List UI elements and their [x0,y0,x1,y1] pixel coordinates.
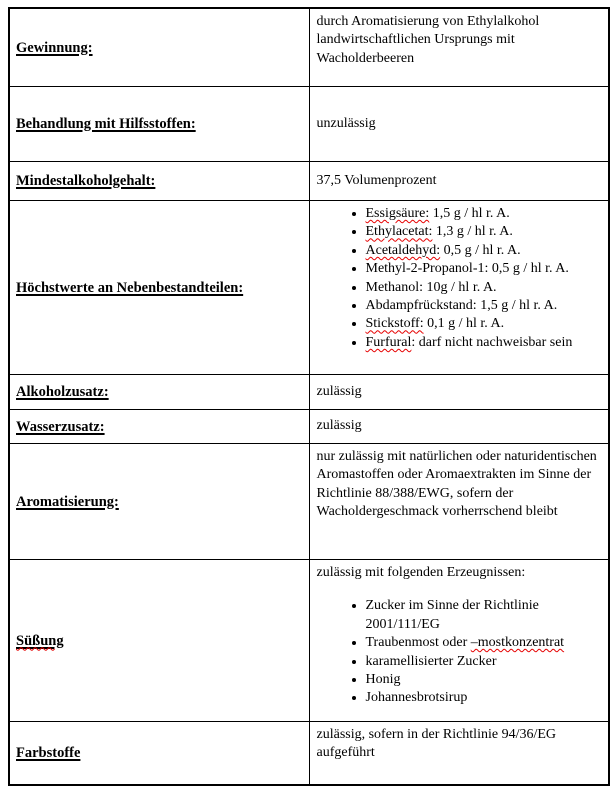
table-row-suessung [9,560,609,722]
row-label: Wasserzusatz: [16,418,105,435]
list-item [366,205,605,223]
row-label-cell [9,162,309,201]
row-label-cell [9,722,309,786]
list-item [366,279,605,297]
row-label: Behandlung mit Hilfsstoffen: [16,116,196,132]
list-item [366,671,605,689]
misspelled-word: Süßung [16,632,64,649]
item-text: Methanol: 10g / hl r. A. [365,279,497,295]
item-text: 0,5 g / hl r. A. [440,242,521,258]
row-value-cell [309,8,609,87]
table-row-mindestalkoholgehalt [9,162,609,201]
misspelled-word: Stickstoff: [365,316,424,332]
item-text: 0,1 g / hl r. A. [423,316,505,332]
list-item [366,653,605,671]
sweeteners-list [317,597,605,707]
table-row-wasserzusatz [9,410,609,444]
table-row-hoechstwerte [9,201,609,375]
row-value-cell [309,87,609,162]
row-label-cell [9,375,309,410]
row-value-cell [309,444,609,560]
row-value-cell [309,162,609,201]
row-label: Alkoholzusatz: [16,384,109,400]
specification-table [8,7,610,786]
row-label: Mindestalkoholgehalt: [16,173,156,189]
row-value-cell [309,375,609,410]
row-label-cell [9,87,309,162]
list-item [366,334,605,352]
list-item [366,597,605,634]
row-label-cell [9,8,309,87]
list-item [366,223,605,241]
row-value: zulässig [316,418,362,434]
table-row-aromatisierung [9,444,609,560]
limits-list [317,205,605,352]
item-text: Johannesbrotsirup [365,690,468,706]
list-item [366,242,605,260]
table-row-hilfsstoffe [9,87,609,162]
row-value-intro: zulässig mit folgenden Erzeugnissen: [316,565,526,580]
list-item [366,634,605,652]
table-row-gewinnung [9,8,609,87]
row-value-cell [309,560,609,722]
row-label: Farbstoffe [16,745,81,761]
item-text: Traubenmost oder [365,635,471,651]
row-label: Gewinnung: [16,39,93,56]
misspelled-word: Furfural [365,334,412,350]
row-value: unzulässig [316,115,376,131]
row-label-cell [9,560,309,722]
misspelled-word: Essigsäure: [365,206,430,221]
item-text: : darf nicht nachweisbar sein [411,334,573,350]
misspelled-word: –mostkonzentrat [470,635,565,651]
item-text: Zucker im Sinne der Richtlinie 2001/111/EG [365,598,539,632]
item-text: karamellisierter Zucker [365,653,497,669]
row-value: durch Aromatisierung von Ethylalkohol landwirtschaftlichen Ursprungs mit Wacholderbeeren [316,14,540,66]
row-value: zulässig, sofern in der Richtlinie 94/36/EG aufgeführt [316,727,557,761]
item-text: Abdampfrückstand: 1,5 g / hl r. A. [365,298,558,314]
table-row-farbstoffe [9,722,609,786]
item-text: 1,5 g / hl r. A. [429,206,510,221]
item-text: Methyl-2-Propanol-1: 0,5 g / hl r. A. [365,261,569,277]
row-label [16,633,64,649]
list-item [366,297,605,315]
row-value-cell [309,722,609,786]
row-label: Aromatisierung: [16,493,119,510]
row-label-cell [9,410,309,444]
misspelled-word: Acetaldehyd: [365,242,441,258]
row-label-cell [9,444,309,560]
row-value-cell [309,201,609,375]
item-text: 1,3 g / hl r. A. [432,224,513,240]
list-item [366,315,605,333]
row-value: 37,5 Volumenprozent [316,172,437,188]
list-item [366,260,605,278]
row-label-cell [9,201,309,375]
row-value: zulässig [316,383,362,399]
row-label: Höchstwerte an Nebenbestandteilen: [16,279,244,296]
table-row-alkoholzusatz [9,375,609,410]
row-value: nur zulässig mit natürlichen oder naturidentischen Aromastoffen oder Aromaextrakten im Sinne der Richtlinie 88/388/EWG, sofern der Wacholdergeschmack vorherrschend bleibt [316,449,597,520]
list-item [366,689,605,707]
misspelled-word: Ethylacetat: [365,224,433,240]
item-text: Honig [365,672,401,688]
row-value-cell [309,410,609,444]
